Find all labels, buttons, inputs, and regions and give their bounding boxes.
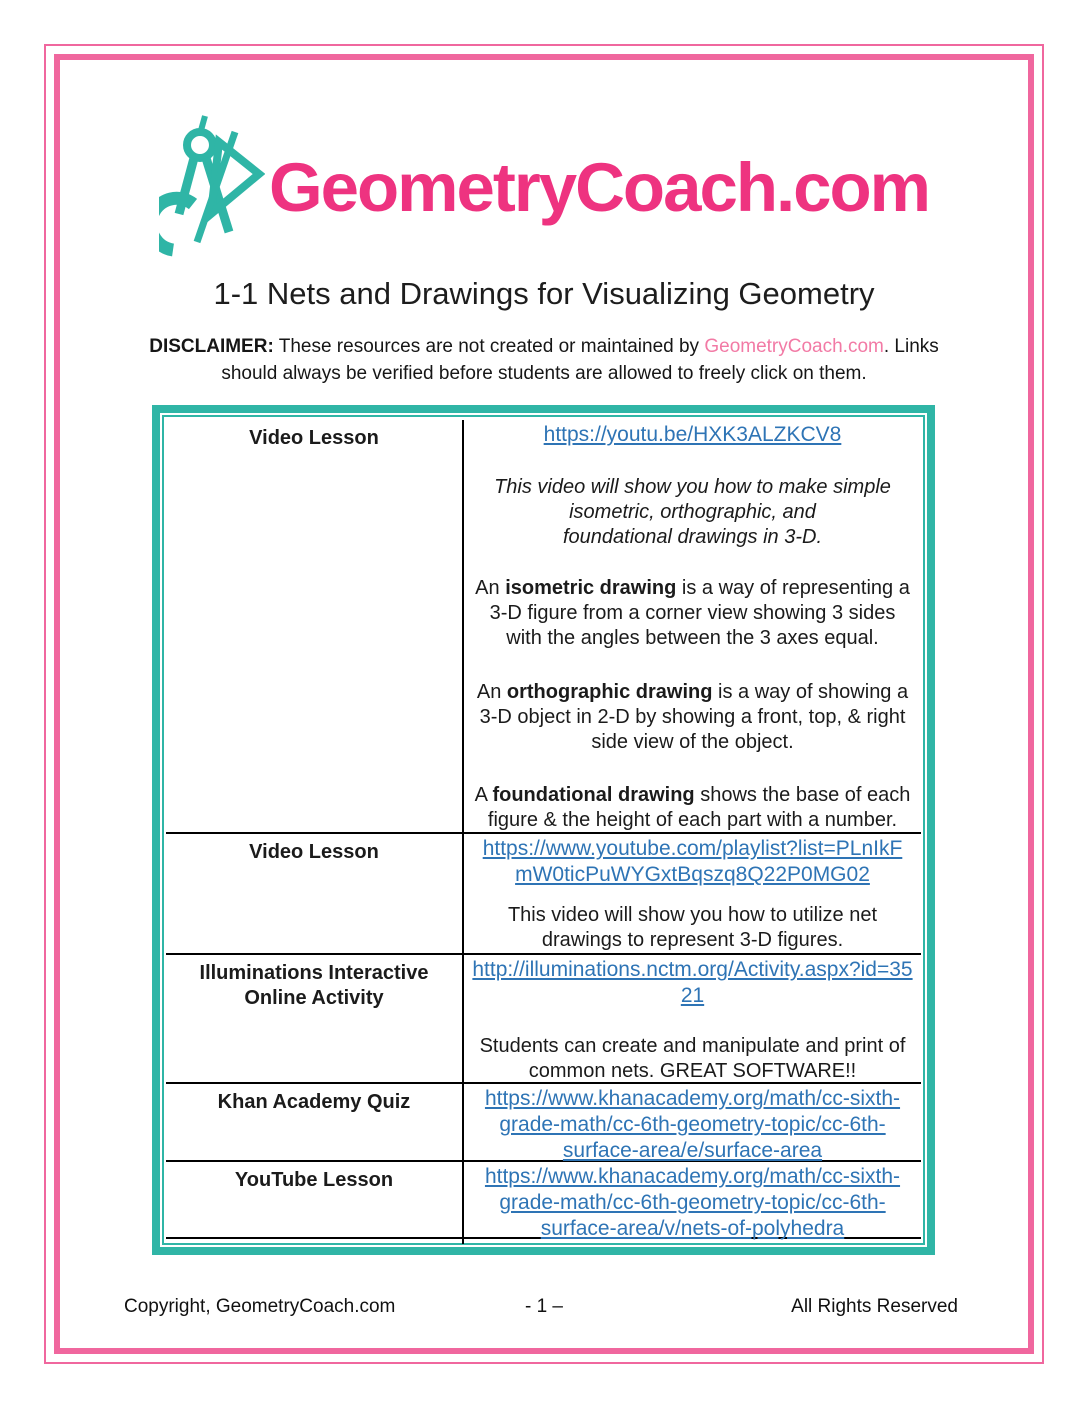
row-label: Video Lesson <box>249 841 379 863</box>
playlist-description: This video will show you how to utilize net drawings to represent 3-D figures. <box>507 904 878 951</box>
playlist-link[interactable]: https://www.youtube.com/playlist?list=PLnIkF mW0ticPuWYGxtBqszq8Q22P0MG02 <box>482 837 903 886</box>
video-lesson-link[interactable]: https://youtu.be/HXK3ALZKCV8 <box>543 423 842 446</box>
video-description-italic: This video will show you how to make simple isometric, orthographic, and foundational drawings in 3-D. <box>494 476 891 548</box>
page-footer <box>60 1296 1028 1318</box>
disclaimer: DISCLAIMER: These resources are not created or maintained by GeometryCoach.com. Links should always be verified before students are allowed to freely click on them. <box>149 336 939 384</box>
table-row-illuminations <box>166 953 921 1082</box>
isometric-definition: An isometric drawing is a way of representing a 3-D figure from a corner view showing 3 sides with the angles between the 3 axes equal. <box>475 577 910 649</box>
page-title: 1-1 Nets and Drawings for Visualizing Geometry <box>213 276 875 311</box>
resource-table-frame <box>152 405 935 1255</box>
row-content <box>462 1084 921 1166</box>
table-row-khan-quiz <box>166 1082 921 1160</box>
table-row-video-lesson-2 <box>166 832 921 953</box>
footer-copyright: Copyright, GeometryCoach.com <box>124 1296 396 1317</box>
row-content <box>462 1162 921 1244</box>
youtube-lesson-link[interactable]: https://www.khanacademy.org/math/cc-sixth- grade-math/cc-6th-geometry-topic/cc-6th- surface-area/v/nets-of-polyhedra <box>484 1165 901 1240</box>
table-row-video-lesson-1 <box>166 420 921 832</box>
row-content <box>462 955 921 1086</box>
row-label: Video Lesson <box>249 427 379 449</box>
compass-triangle-logo-icon <box>159 112 265 263</box>
orthographic-definition: An orthographic drawing is a way of showing a 3-D object in 2-D by showing a front, top, & right side view of the object. <box>476 681 909 753</box>
khan-quiz-link[interactable]: https://www.khanacademy.org/math/cc-sixth- grade-math/cc-6th-geometry-topic/cc-6th- surface-area/e/surface-area <box>484 1087 901 1162</box>
row-label: Khan Academy Quiz <box>217 1091 411 1113</box>
row-content <box>462 420 921 835</box>
illuminations-link[interactable]: http://illuminations.nctm.org/Activity.aspx?id=35 21 <box>472 958 913 1007</box>
page-number: - 1 – <box>524 1296 564 1317</box>
disclaimer-label: DISCLAIMER: <box>149 336 274 357</box>
row-label: Illuminations Interactive Online Activity <box>199 962 429 1009</box>
resource-table <box>162 415 925 1245</box>
disclaimer-brand-link-text: GeometryCoach.com <box>704 336 884 357</box>
logo-brand-text: GeometryCoach.com <box>268 149 930 226</box>
row-label: YouTube Lesson <box>234 1169 394 1191</box>
row-content <box>462 834 921 955</box>
table-row-youtube-lesson <box>166 1160 921 1239</box>
footer-rights: All Rights Reserved <box>791 1296 958 1317</box>
illuminations-description: Students can create and manipulate and print of common nets. GREAT SOFTWARE!! <box>479 1035 906 1082</box>
logo <box>0 112 1088 263</box>
foundational-definition: A foundational drawing shows the base of each figure & the height of each part with a number. <box>474 784 911 831</box>
